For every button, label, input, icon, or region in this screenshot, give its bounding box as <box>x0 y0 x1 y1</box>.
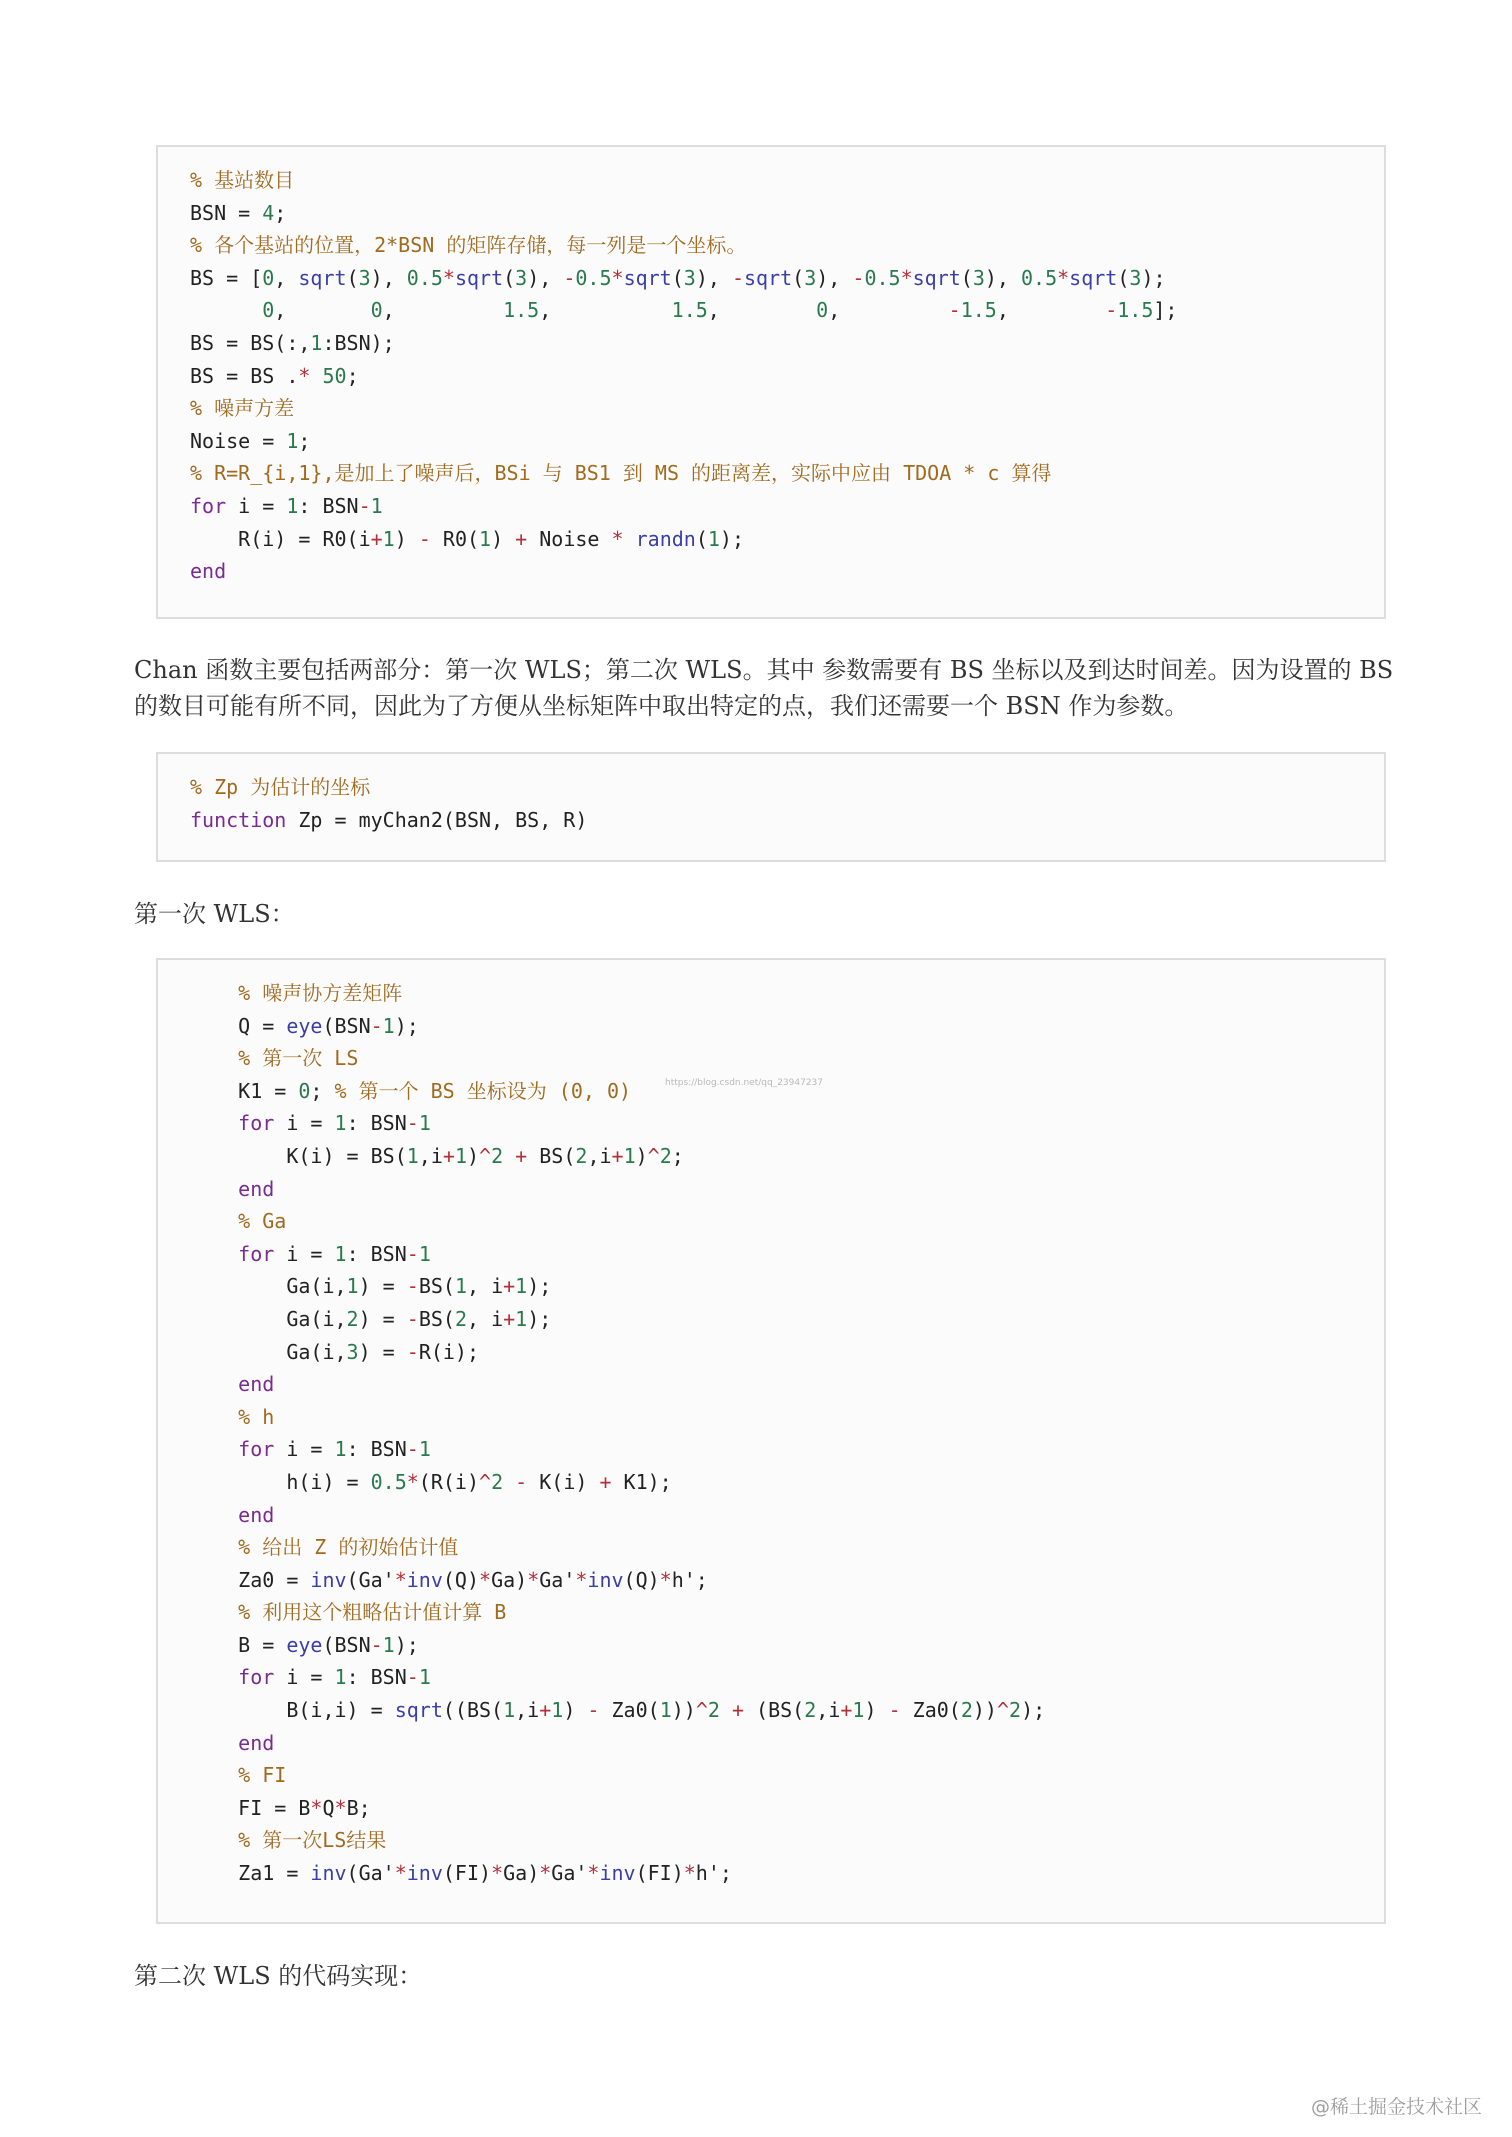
code-line: for i = 1: BSN-1 <box>190 493 383 518</box>
heading-first-wls: 第一次 WLS： <box>134 900 295 928</box>
code-line: Noise = 1; <box>190 428 311 453</box>
code-line: % Zp 为估计的坐标 <box>190 775 371 799</box>
code-line: % h <box>238 1404 275 1429</box>
code-line: Za1 = inv(Ga'*inv(FI)*Ga)*Ga'*inv(FI)*h'; <box>190 1861 732 1886</box>
code-line: FI = B*Q*B; <box>190 1795 371 1820</box>
code-line: % 给出 Z 的初始估计值 <box>238 1535 459 1560</box>
code-line: BS = [0, sqrt(3), 0.5*sqrt(3), -0.5*sqrt(3), -sqrt(3), -0.5*sqrt(3), 0.5*sqrt(3); <box>190 265 1166 290</box>
code-line: BSN = 4; <box>190 200 287 225</box>
code-line: % Ga <box>238 1209 287 1234</box>
code-line: % 噪声协方差矩阵 <box>238 981 403 1005</box>
code-line: % 利用这个粗略估计值计算 B <box>238 1600 507 1625</box>
code-line: end <box>238 1176 275 1201</box>
code-line: for i = 1: BSN-1 <box>238 1437 431 1462</box>
code-line: function Zp = myChan2(BSN, BS, R) <box>190 807 588 832</box>
paragraph-chan-description: Chan 函数主要包括两部分：第一次 WLS；第二次 WLS。其中 参数需要有 BS 坐标以及到达时间差。因为设置的 BS 的数目可能有所不同，因此为了方便从坐标矩阵中取出特定的点，我们还需要一个 BSN 作为参数。 <box>134 656 1394 720</box>
code-line: Ga(i,1) = -BS(1, i+1); <box>190 1274 552 1299</box>
code-line: Q = eye(BSN-1); <box>190 1013 419 1038</box>
code-block-3-text <box>158 960 1384 1890</box>
juejin-watermark: @稀土掘金技术社区 <box>1310 2096 1482 2118</box>
code-line: end <box>238 1502 275 1527</box>
code-line: for i = 1: BSN-1 <box>238 1665 431 1690</box>
code-block-2-text <box>158 754 1384 836</box>
code-line: % 第一次 LS <box>238 1046 359 1071</box>
code-line: end <box>190 559 227 584</box>
code-line: for i = 1: BSN-1 <box>238 1111 431 1136</box>
code-line: for i = 1: BSN-1 <box>238 1241 431 1266</box>
code-line: % 基站数目 <box>190 168 295 192</box>
code-line: B(i,i) = sqrt((BS(1,i+1) - Za0(1))^2 + (BS(2,i+1) - Za0(2))^2); <box>190 1698 1046 1723</box>
code-line: K(i) = BS(1,i+1)^2 + BS(2,i+1)^2; <box>190 1143 684 1168</box>
code-line: Za0 = inv(Ga'*inv(Q)*Ga)*Ga'*inv(Q)*h'; <box>190 1567 708 1592</box>
code-line: 0, 0, 1.5, 1.5, 0, -1.5, -1.5]; <box>262 298 1178 323</box>
code-line: R(i) = R0(i+1) - R0(1) + Noise * randn(1); <box>190 526 745 551</box>
code-line: end <box>238 1372 275 1397</box>
code-line: % FI <box>238 1763 287 1788</box>
code-line: % 各个基站的位置，2*BSN 的矩阵存储，每一列是一个坐标。 <box>190 233 747 258</box>
code-block-2 <box>156 752 1386 862</box>
code-line: % R=R_{i,1},是加上了噪声后，BSi 与 BS1 到 MS 的距离差，实际中应由 TDOA * c 算得 <box>190 461 1052 486</box>
heading-second-wls: 第二次 WLS 的代码实现： <box>134 1962 423 1990</box>
code-line: BS = BS .* 50; <box>190 363 359 388</box>
code-line: Ga(i,2) = -BS(2, i+1); <box>190 1306 552 1331</box>
code-line: Ga(i,3) = -R(i); <box>190 1339 480 1364</box>
code-block-1 <box>156 145 1386 619</box>
code-line: BS = BS(:,1:BSN); <box>190 330 395 355</box>
code-block-1-text <box>158 147 1384 588</box>
csdn-url-watermark: https://blog.csdn.net/qq_23947237 <box>665 1078 824 1088</box>
code-line: K1 = 0; % 第一个 BS 坐标设为 (0, 0) <box>190 1078 632 1103</box>
code-line: h(i) = 0.5*(R(i)^2 - K(i) + K1); <box>190 1469 672 1494</box>
code-line: % 噪声方差 <box>190 396 295 421</box>
code-line: end <box>238 1730 275 1755</box>
code-block-3 <box>156 958 1386 1924</box>
code-line: % 第一次LS结果 <box>238 1828 387 1853</box>
code-line: B = eye(BSN-1); <box>190 1632 419 1657</box>
